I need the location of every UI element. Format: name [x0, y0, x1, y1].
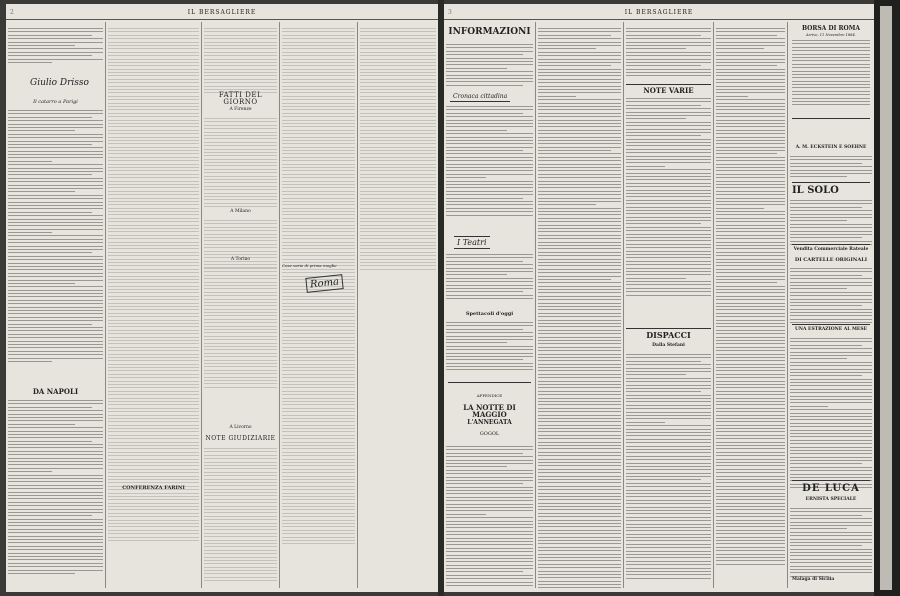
handwritten-note: Cose varie di prima moglie [282, 263, 337, 268]
left-page [6, 4, 438, 592]
right-page-number: 3 [448, 9, 453, 16]
left-column-4 [280, 22, 358, 588]
left-column-5 [358, 22, 438, 588]
adjacent-page-edge [880, 6, 892, 590]
heading-borsa: BORSA DI ROMA [801, 25, 861, 32]
article-text [446, 44, 533, 88]
heading-a-milano: A Milano [230, 209, 251, 214]
heading-eckstein: A. M. ECKSTEIN E SOEHNE [795, 145, 867, 150]
left-column-2 [106, 22, 202, 588]
article-text [360, 28, 436, 272]
heading-da-napoli: DA NAPOLI [32, 387, 79, 396]
article-text [538, 28, 621, 588]
right-column-3 [624, 22, 714, 588]
article-text [626, 98, 711, 298]
stock-table [792, 40, 870, 108]
heading-il-solo: IL SOLO [792, 185, 839, 196]
heading-de-luca: DE LUCA [802, 483, 860, 494]
heading-teatri: I Teatri [454, 236, 490, 249]
heading-a-firenze: A Firenze [229, 107, 252, 112]
divider-rule [792, 244, 870, 245]
article-text [446, 106, 533, 218]
right-column-2 [536, 22, 624, 588]
article-text [8, 400, 103, 576]
left-running-head-title: IL BERSAGLIERE [187, 9, 257, 16]
ad-text [790, 200, 872, 247]
heading-dispacci: DISPACCI [626, 328, 711, 339]
ad-text [790, 156, 872, 180]
stock-table-rows [792, 40, 870, 105]
heading-vendita: Vendita Commerciale Rateale [793, 247, 869, 252]
heading-fatti-del-giorno: FATTI DEL GIORNO [218, 91, 263, 106]
heading-note-giudiziarie: NOTE GIUDIZIARIE [205, 435, 276, 442]
left-column-3 [202, 22, 280, 588]
heading-estrazione: UNA ESTRAZIONE AL MESE [794, 327, 868, 332]
right-column-5 [788, 22, 874, 588]
heading-a-livorno: A Livorno [229, 425, 252, 430]
heading-gogol: GOGOL [479, 431, 500, 437]
handwritten-signature: Giulio Drisso [30, 78, 89, 88]
heading-appendice: APPENDICE [476, 393, 503, 398]
article-text [626, 28, 711, 79]
borsa-date: Arrivo, 11 Novembre 1884. [806, 33, 856, 37]
article-text [446, 254, 533, 301]
divider-rule [792, 324, 870, 325]
article-text [108, 28, 199, 543]
right-column-4 [714, 22, 788, 588]
ad-text [790, 338, 872, 491]
heading-ernista: ERNISTA SPECIALE [805, 497, 857, 502]
divider-rule [792, 480, 870, 481]
divider-rule [792, 118, 870, 119]
right-running-head-title: IL BERSAGLIERE [624, 9, 694, 16]
heading-conferenza: CONFERENZA FARINI [122, 485, 185, 491]
ad-text [790, 508, 872, 579]
article-text [204, 448, 277, 584]
ad-text [790, 268, 872, 326]
right-running-head [444, 6, 874, 20]
divider-rule [792, 182, 870, 183]
heading-informazioni: INFORMAZIONI [448, 27, 531, 37]
heading-malaga: Malaga di Sicilia [792, 577, 835, 582]
article-text [204, 220, 277, 271]
article-text [8, 110, 103, 364]
heading-note-varie: NOTE VARIE [626, 84, 711, 94]
article-text [204, 28, 277, 96]
heading-cronaca: Cronaca cittadina [450, 92, 510, 102]
right-page [444, 4, 874, 592]
article-text [204, 118, 277, 210]
heading-anneglata: L'ANNEGATA [467, 419, 512, 426]
right-column-1 [444, 22, 536, 588]
left-running-head [6, 6, 438, 20]
serial-text [446, 446, 533, 588]
heading-a-torino: A Torino [230, 257, 251, 262]
divider-rule [448, 382, 531, 383]
left-column-1 [6, 22, 106, 588]
heading-cartelle: DI CARTELLE ORIGINALI [794, 257, 868, 263]
article-text [204, 268, 277, 390]
theatre-listings [446, 322, 533, 373]
heading-spettacoli: Spettacoli d'oggi [465, 311, 514, 317]
heading-a-parigi: Il catarro a Parigi [33, 99, 78, 105]
handwritten-roma: Roma [305, 274, 343, 293]
left-page-number: 2 [10, 9, 15, 16]
article-text [8, 28, 103, 65]
dispatch-text [626, 354, 711, 581]
heading-notte-maggio: LA NOTTE DI MAGGIO [463, 403, 516, 419]
dispatch-text [716, 28, 785, 567]
heading-stefani: Dalla Stefani [652, 343, 685, 348]
